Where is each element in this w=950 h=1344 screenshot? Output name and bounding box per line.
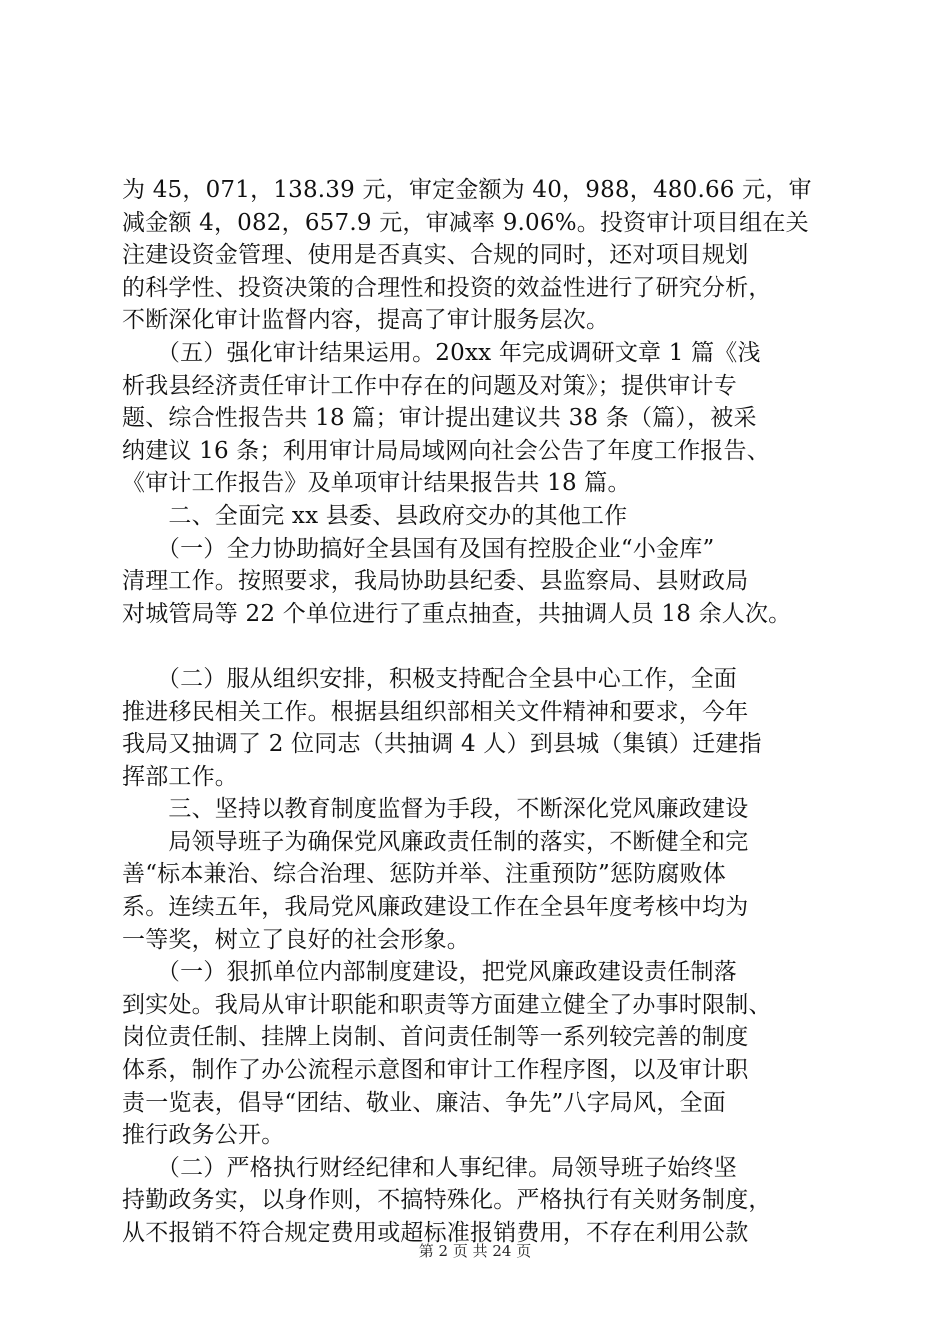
text-line: 一等奖，树立了良好的社会形象。 [122,926,470,953]
text-line: （一）全力协助搞好全县国有及国有控股企业“小金库” [122,535,715,562]
text-line: 减金额 4，082，657.9 元，审减率 9.06%。投资审计项目组在关 [122,209,809,236]
text-line: 题、综合性报告共 18 篇；审计提出建议共 38 条（篇），被采 [122,405,757,432]
text-line: 岗位责任制、挂牌上岗制、首问责任制等一系列较完善的制度 [122,1024,749,1051]
text-line: 系。连续五年，我局党风廉政建设工作在全县年度考核中均为 [122,894,749,921]
text-line: 三、坚持以教育制度监督为手段，不断深化党风廉政建设 [122,796,749,823]
text-line: 持勤政务实，以身作则，不搞特殊化。严格执行有关财务制度， [122,1187,772,1214]
text-line: 为 45，071，138.39 元，审定金额为 40，988，480.66 元，审 [122,177,812,203]
text-line: 不断深化审计监督内容，提高了审计服务层次。 [122,307,610,334]
text-line: 从不报销不符合规定费用或超标准报销费用，不存在利用公款 [122,1220,749,1246]
text-line: 的科学性、投资决策的合理性和投资的效益性进行了研究分析， [122,274,772,301]
text-line: （五）强化审计结果运用。20xx 年完成调研文章 1 篇《浅 [122,339,761,366]
text-line: 二、全面完 xx 县委、县政府交办的其他工作 [122,502,628,529]
text-line: 注建设资金管理、使用是否真实、合规的同时，还对项目规划 [122,242,749,269]
text-line: 我局又抽调了 2 位同志（共抽调 4 人）到县城（集镇）迁建指 [122,731,762,758]
document-body [122,174,834,1250]
text-line: 局领导班子为确保党风廉政责任制的落实，不断健全和完 [122,828,749,855]
text-line: 纳建议 16 条；利用审计局局域网向社会公告了年度工作报告、 [122,437,770,464]
text-line: 对城管局等 22 个单位进行了重点抽查，共抽调人员 18 余人次。 [122,600,792,627]
text-line: 析我县经济责任审计工作中存在的问题及对策》；提供审计专 [122,372,737,399]
page-footer: 第 2 页 共 24 页 [418,1242,532,1260]
blank-line [122,630,834,663]
text-line: 推行政务公开。 [122,1122,285,1149]
text-line: 挥部工作。 [122,763,238,790]
text-line: （二）严格执行财经纪律和人事纪律。局领导班子始终坚 [122,1154,737,1181]
text-line: 推进移民相关工作。根据县组织部相关文件精神和要求，今年 [122,698,749,725]
text-line: 善“标本兼治、综合治理、惩防并举、注重预防”惩防腐败体 [122,861,726,888]
text-line: 到实处。我局从审计职能和职责等方面建立健全了办事时限制、 [122,991,772,1018]
text-line: 清理工作。按照要求，我局协助县纪委、县监察局、县财政局 [122,568,749,595]
text-line: 体系，制作了办公流程示意图和审计工作程序图，以及审计职 [122,1057,749,1084]
text-line: 《审计工作报告》及单项审计结果报告共 18 篇。 [122,470,631,497]
text-line: （二）服从组织安排，积极支持配合全县中心工作，全面 [122,665,737,692]
text-line: （一）狠抓单位内部制度建设，把党风廉政建设责任制落 [122,959,737,986]
text-line: 责一览表，倡导“团结、敬业、廉洁、争先”八字局风，全面 [122,1089,726,1116]
